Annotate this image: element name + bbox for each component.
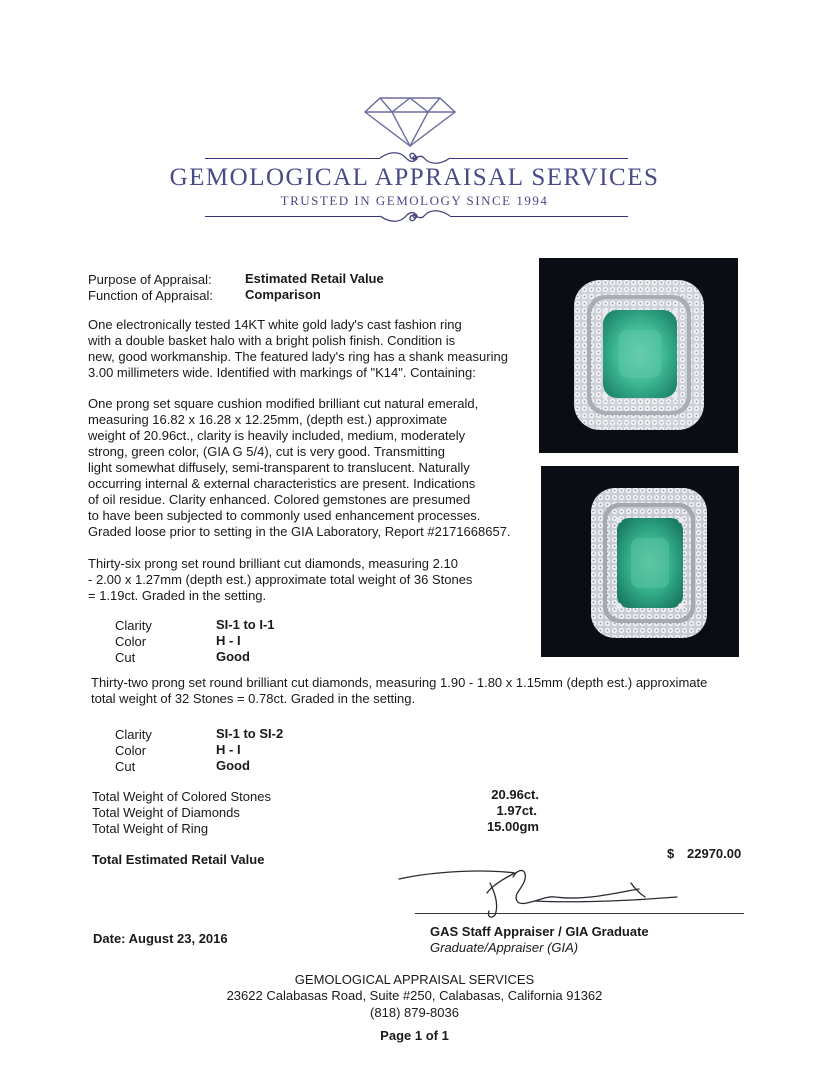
ring-description bbox=[88, 317, 508, 381]
diamonds-36-description bbox=[88, 556, 472, 604]
footer-company: GEMOLOGICAL APPRAISAL SERVICES bbox=[294, 972, 535, 987]
diamonds-32-description bbox=[91, 675, 707, 707]
emerald-line: weight of 20.96ct., clarity is heavily included, medium, moderately bbox=[88, 428, 466, 443]
purpose-label: Purpose of Appraisal: bbox=[88, 272, 212, 287]
footer-address: 23622 Calabasas Road, Suite #250, Calabasas, California 91362 bbox=[226, 988, 603, 1003]
estimated-value-amount: 22970.00 bbox=[687, 846, 742, 861]
total-colored-value: 20.96ct. bbox=[491, 787, 539, 802]
appraiser-subtitle: Graduate/Appraiser (GIA) bbox=[430, 940, 579, 955]
grade-clarity-value: SI-1 to SI-2 bbox=[216, 726, 284, 741]
appraisal-date: Date: August 23, 2016 bbox=[93, 931, 228, 946]
emerald-description bbox=[88, 396, 511, 540]
emerald-line: measuring 16.82 x 16.28 x 12.25mm, (depth est.) approximate bbox=[88, 412, 448, 427]
emerald-line: occurring internal & external characteristics are present. Indications bbox=[88, 476, 476, 491]
function-value: Comparison bbox=[245, 287, 321, 302]
scroll-ornament-bottom-icon bbox=[378, 207, 452, 230]
total-colored-label: Total Weight of Colored Stones bbox=[92, 789, 271, 804]
total-ring-value: 15.00gm bbox=[486, 819, 539, 834]
grade-cut-value: Good bbox=[216, 758, 250, 773]
grade-clarity-label: Clarity bbox=[115, 727, 152, 742]
emerald-line: strong, green color, (GIA G 5/4), cut is very good. Transmitting bbox=[88, 444, 445, 459]
signature-line bbox=[415, 913, 744, 914]
company-tagline: TRUSTED IN GEMOLOGY SINCE 1994 bbox=[280, 193, 549, 208]
emerald-line: of oil residue. Clarity enhanced. Colored gemstones are presumed bbox=[88, 492, 471, 507]
total-diamonds-label: Total Weight of Diamonds bbox=[92, 805, 240, 820]
currency-symbol: $ bbox=[667, 846, 675, 861]
function-label: Function of Appraisal: bbox=[88, 288, 214, 303]
emerald-line: light somewhat diffusely, semi-transparent to translucent. Naturally bbox=[88, 460, 470, 475]
grade-color-value: H - I bbox=[216, 742, 241, 757]
diamonds-line: Thirty-two prong set round brilliant cut diamonds, measuring 1.90 - 1.80 x 1.15mm (depth est.) approximate bbox=[91, 675, 708, 690]
header-rule-left bbox=[205, 158, 380, 159]
diamonds-line: Thirty-six prong set round brilliant cut diamonds, measuring 2.10 bbox=[88, 556, 458, 571]
emerald-line: One prong set square cushion modified brilliant cut natural emerald, bbox=[88, 396, 479, 411]
total-diamonds-value: 1.97ct. bbox=[496, 803, 537, 818]
grade-cut-label: Cut bbox=[115, 759, 136, 774]
page-number: Page 1 of 1 bbox=[380, 1028, 449, 1043]
diamonds-line: - 2.00 x 1.27mm (depth est.) approximate total weight of 36 Stones bbox=[88, 572, 473, 587]
diamonds-line: = 1.19ct. Graded in the setting. bbox=[88, 588, 267, 603]
description-line: 3.00 millimeters wide. Identified with markings of "K14". Containing: bbox=[88, 365, 476, 380]
description-line: One electronically tested 14KT white gold lady's cast fashion ring bbox=[88, 317, 462, 332]
grade-color-value: H - I bbox=[216, 633, 241, 648]
purpose-value: Estimated Retail Value bbox=[245, 271, 384, 286]
company-name: GEMOLOGICAL APPRAISAL SERVICES bbox=[169, 164, 660, 191]
header-rule-right-bottom bbox=[450, 216, 628, 217]
grade-clarity-label: Clarity bbox=[115, 618, 152, 633]
appraiser-title: GAS Staff Appraiser / GIA Graduate bbox=[430, 924, 649, 939]
emerald-line: to have been subjected to commonly used enhancement processes. bbox=[88, 508, 481, 523]
header-rule-right bbox=[450, 158, 628, 159]
description-line: with a double basket halo with a bright polish finish. Condition is bbox=[88, 333, 456, 348]
grade-cut-label: Cut bbox=[115, 650, 136, 665]
footer-phone: (818) 879-8036 bbox=[370, 1005, 459, 1020]
header-rule-left-bottom bbox=[205, 216, 380, 217]
estimated-value-label: Total Estimated Retail Value bbox=[92, 852, 265, 867]
description-line: new, good workmanship. The featured lady's ring has a shank measuring bbox=[88, 349, 508, 364]
diamond-logo-icon bbox=[360, 90, 460, 153]
ring-photo-bottom bbox=[541, 466, 739, 657]
emerald-line: Graded loose prior to setting in the GIA Laboratory, Report #2171668657. bbox=[88, 524, 511, 539]
grade-cut-value: Good bbox=[216, 649, 250, 664]
grade-clarity-value: SI-1 to I-1 bbox=[216, 617, 275, 632]
total-ring-label: Total Weight of Ring bbox=[92, 821, 209, 836]
diamonds-line: total weight of 32 Stones = 0.78ct. Graded in the setting. bbox=[91, 691, 416, 706]
grade-color-label: Color bbox=[115, 634, 147, 649]
grade-color-label: Color bbox=[115, 743, 147, 758]
signature-icon bbox=[395, 863, 715, 928]
ring-photo-top bbox=[539, 258, 738, 453]
